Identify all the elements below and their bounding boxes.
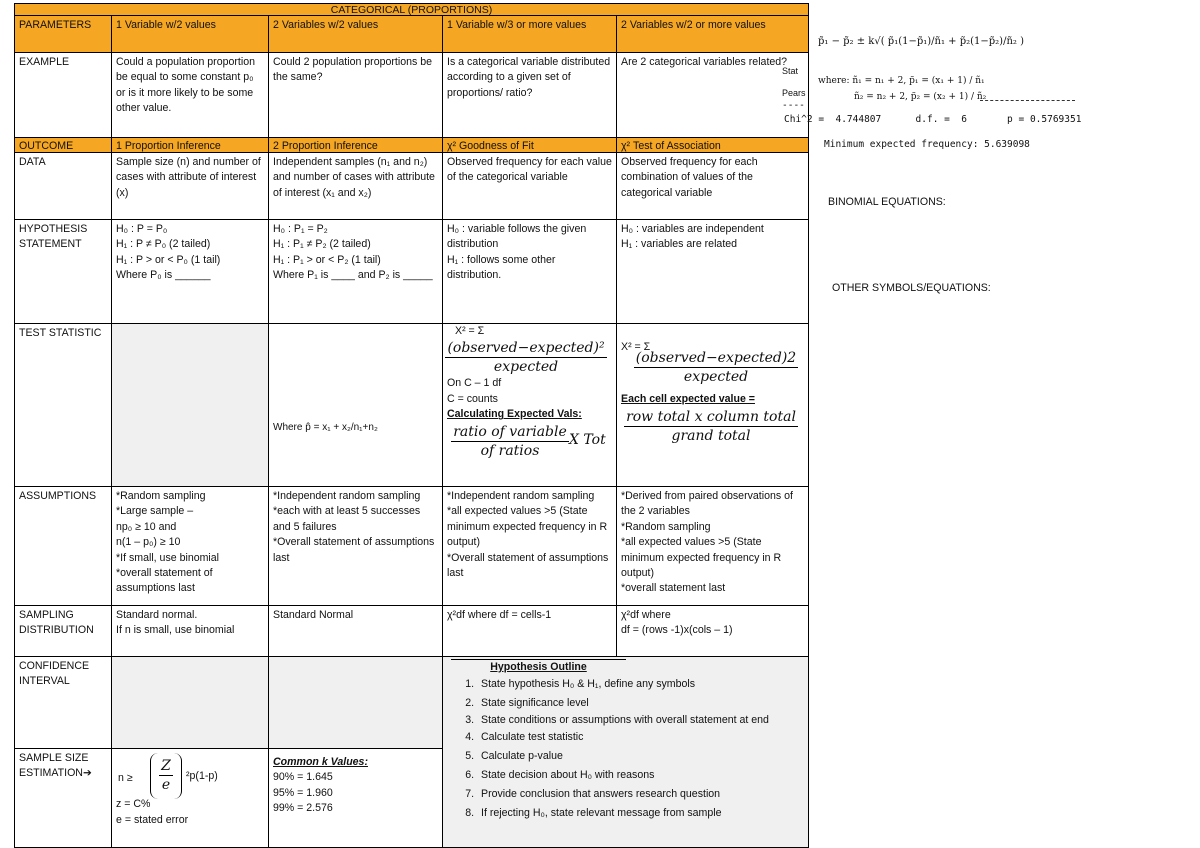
chi-sum-label: X² = Σ <box>455 325 485 337</box>
e-definition: e = stated error <box>116 814 189 826</box>
example-col1: Could a population proportion be equal to some constant p₀ or is it more likely to be some other value. <box>111 52 269 138</box>
chi-denominator: expected <box>493 359 559 376</box>
hypothesis-col2: H₀ : P₁ = P₂ H₁ : P₁ ≠ P₂ (2 tailed) H₁ : P₁ > or < P₂ (1 tail) Where P₁ is ____ and P₂ is _____ <box>273 223 433 282</box>
sheet-title: CATEGORICAL (PROPORTIONS) <box>14 3 809 16</box>
where-line-2: ñ₂ = n₂ + 2, p̃₂ = (x₂ + 1) / ñ₂ <box>854 92 987 102</box>
cell-expected-numerator: row total x column total <box>626 408 796 425</box>
side-formula-area <box>782 36 1190 116</box>
outcome-col3: χ² Goodness of Fit <box>442 137 617 153</box>
z-over-e <box>151 757 181 794</box>
outline-item: 2. State significance level <box>477 694 804 713</box>
hypothesis-col2-cell <box>268 219 443 324</box>
assumptions-col2: *Independent random sampling *each with at least 5 successes and 5 failures *Overall statement of assumptions last <box>273 490 435 564</box>
header-col4: 2 Variables w/2 or more values <box>616 15 809 53</box>
confidence-col2 <box>268 656 443 749</box>
chi-counts: C = counts <box>447 392 498 405</box>
k-values-cell <box>268 748 443 848</box>
row-label-example: EXAMPLE <box>14 52 112 138</box>
sampling-col3-cell <box>442 605 617 657</box>
sampling-col1-cell <box>111 605 269 657</box>
z-symbol: Z <box>161 758 171 774</box>
assumptions-col4-cell <box>616 486 809 606</box>
ratio-fraction <box>451 423 569 460</box>
min-expected-line: Minimum expected frequency: 5.639098 <box>824 139 1030 150</box>
cell-expected-title: Each cell expected value = <box>621 393 755 406</box>
hypothesis-outline <box>442 656 809 848</box>
k-value-95: 95% = 1.960 <box>273 786 333 799</box>
sampling-col2-cell <box>268 605 443 657</box>
k-value-99: 99% = 2.576 <box>273 802 333 815</box>
assoc-numerator: (observed−expected)2 <box>635 350 797 367</box>
n-ge-label: n ≥ <box>118 772 133 784</box>
assumptions-col2-cell <box>268 486 443 606</box>
row-label-hypothesis: HYPOTHESIS STATEMENT <box>14 219 112 324</box>
hypothesis-col3-cell <box>442 219 617 324</box>
test-stat-col3 <box>442 323 617 487</box>
outline-item: 6. State decision about H₀ with reasons <box>477 766 804 785</box>
outline-item: 8. If rejecting H₀, state relevant message from sample <box>477 804 804 823</box>
outcome-col4: χ² Test of Association <box>616 137 809 153</box>
row-label-test-statistic: TEST STATISTIC <box>14 323 112 487</box>
outcome-col1: 1 Proportion Inference <box>111 137 269 153</box>
binomial-equations-label: BINOMIAL EQUATIONS: <box>828 196 946 208</box>
ratio-denominator: of ratios <box>480 442 540 459</box>
confidence-col1 <box>111 656 269 749</box>
calc-expected-title: Calculating Expected Vals: <box>447 408 582 421</box>
ci-formula: p̃₁ − p̃₂ ± k√( p̃₁(1−p̃₁)/ñ₁ + p̃₂(1−p̃₂)/ñ₂ ) <box>818 36 1024 47</box>
hypothesis-col3: H₀ : variable follows the given distribution H₁ : follows some other distribution. <box>447 223 587 282</box>
outline-item: 3. State conditions or assumptions with overall statement at end <box>477 713 804 728</box>
outline-list <box>447 675 804 823</box>
z-over-e-paren <box>150 753 182 799</box>
pears-fragment: Pears <box>782 88 806 98</box>
chi-output-line: Chi^2 = 4.744807 d.f. = 6 p = 0.5769351 <box>784 114 1082 125</box>
dash-fragment: ---- <box>782 100 805 111</box>
cell-expected-denominator: grand total <box>671 427 751 444</box>
sampling-col1: Standard normal. If n is small, use binomial <box>116 609 235 637</box>
header-col1: 1 Variable w/2 values <box>111 15 269 53</box>
assoc-denominator: expected <box>683 369 749 386</box>
outline-item: 4. Calculate test statistic <box>477 728 804 747</box>
header-col3: 1 Variable w/3 or more values <box>442 15 617 53</box>
chi-fraction <box>447 339 605 376</box>
chi-numerator: (observed−expected)² <box>447 340 605 357</box>
dash-rule <box>980 100 1075 101</box>
example-col4: Are 2 categorical variables related? <box>616 52 809 138</box>
assumptions-col1-cell <box>111 486 269 606</box>
formula-sheet <box>14 3 809 848</box>
sample-size-rest: ²p(1-p) <box>186 770 218 782</box>
cell-expected-fraction <box>621 408 801 445</box>
data-col4: Observed frequency for each combination of values of the categorical variable <box>616 152 809 220</box>
test-stat-col2 <box>268 323 443 487</box>
z-definition: z = C% <box>116 798 151 810</box>
data-col3: Observed frequency for each value of the categorical variable <box>442 152 617 220</box>
ratio-numerator: ratio of variable <box>453 423 567 440</box>
row-label-confidence: CONFIDENCE INTERVAL <box>14 656 112 749</box>
stat-fragment: Stat <box>782 66 799 76</box>
header-parameters: PARAMETERS <box>14 15 112 53</box>
hypothesis-col4-cell <box>616 219 809 324</box>
header-col2: 2 Variables w/2 values <box>268 15 443 53</box>
outline-item: 7. Provide conclusion that answers research question <box>477 785 804 804</box>
chi-df: On C – 1 df <box>447 377 502 390</box>
sampling-col2: Standard Normal <box>273 609 354 621</box>
data-col2: Independent samples (n₁ and n₂) and number of cases with attribute of interest (x₁ and x₂) <box>268 152 443 220</box>
example-col2: Could 2 population proportions be the same? <box>268 52 443 138</box>
sampling-col4: χ²df where df = (rows -1)x(cols – 1) <box>621 609 733 637</box>
data-col1: Sample size (n) and number of cases with attribute of interest (x) <box>111 152 269 220</box>
e-symbol: e <box>161 777 171 793</box>
sampling-col3: χ²df where df = cells-1 <box>447 609 552 621</box>
row-label-assumptions: ASSUMPTIONS <box>14 486 112 606</box>
hypothesis-col4: H₀ : variables are independent H₁ : variables are related <box>621 223 764 251</box>
outline-item: 1. State hypothesis H₀ & H₁, define any symbols <box>477 675 804 694</box>
test-stat-col1 <box>111 323 269 487</box>
outline-title: Hypothesis Outline <box>451 659 626 675</box>
pooled-p-formula: Where p̂ = x₁ + x₂/n₁+n₂ <box>273 422 378 433</box>
test-stat-col4 <box>616 323 809 487</box>
assumptions-col3: *Independent random sampling *all expected values >5 (State minimum expected frequency in R output) *Overall statement of assumptions last <box>447 490 609 580</box>
expected-formula <box>447 423 612 460</box>
assumptions-col3-cell <box>442 486 617 606</box>
assoc-sum-label: X² = Σ <box>621 341 651 353</box>
where-line-1: where: ñ₁ = n₁ + 2, p̃₁ = (x₁ + 1) / ñ₁ <box>818 76 985 86</box>
assumptions-col4: *Derived from paired observations of the 2 variables *Random sampling *all expected values >5 (State minimum expected frequency in R output) *overall statement last <box>621 490 793 595</box>
k-values-title: Common k Values: <box>273 756 368 768</box>
sampling-col4-cell <box>616 605 809 657</box>
row-label-sampling: SAMPLING DISTRIBUTION <box>14 605 112 657</box>
outcome-col2: 2 Proportion Inference <box>268 137 443 153</box>
hypothesis-col1: H₀ : P = P₀ H₁ : P ≠ P₀ (2 tailed) H₁ : P > or < P₀ (1 tail) Where P₀ is ______ <box>116 223 221 282</box>
example-col3: Is a categorical variable distributed according to a given set of proportions/ ratio? <box>442 52 617 138</box>
assumptions-col1: *Random sampling *Large sample – np₀ ≥ 10 and n(1 – p₀) ≥ 10 *If small, use binomial *overall statement of assumptions last <box>116 490 220 595</box>
row-label-sample-size: SAMPLE SIZE ESTIMATION➔ <box>14 748 112 848</box>
hypothesis-col1-cell <box>111 219 269 324</box>
k-value-90: 90% = 1.645 <box>273 771 333 784</box>
sample-size-formula-cell <box>111 748 269 848</box>
assoc-fraction <box>631 349 801 386</box>
row-label-outcome: OUTCOME <box>14 137 112 153</box>
times-total: X Tot <box>569 432 606 449</box>
row-label-data: DATA <box>14 152 112 220</box>
outline-item: 5. Calculate p-value <box>477 747 804 766</box>
other-symbols-label: OTHER SYMBOLS/EQUATIONS: <box>832 282 991 294</box>
